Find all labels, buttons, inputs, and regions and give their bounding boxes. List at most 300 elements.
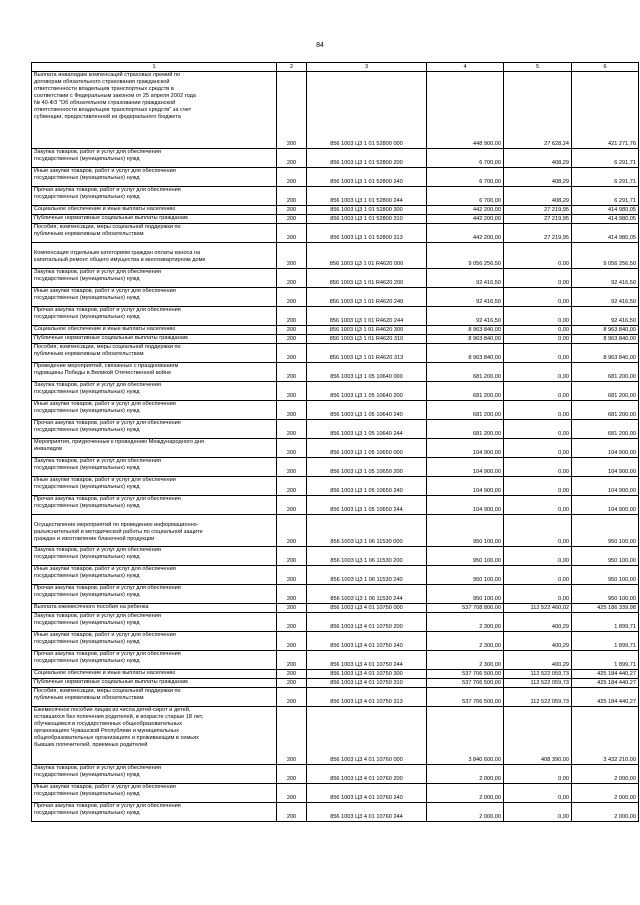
description-line: Закупка товаров, работ и услуг для обеспечения — [34, 547, 161, 553]
budget-code-cell: 856 1003 Ц3 1 01 52800 300 — [307, 206, 427, 215]
column-2-cell: 200 — [277, 420, 307, 439]
table-row — [32, 632, 639, 651]
table-row — [32, 344, 639, 363]
budget-code-cell: 856 1003 Ц3 4 01 10760 000 — [307, 707, 427, 765]
table-row — [32, 215, 639, 224]
budget-code-cell: 856 1003 Ц3 1 06 11530 244 — [307, 585, 427, 604]
plan-amount-cell: 681 200,00 — [427, 382, 504, 401]
row-description — [32, 458, 277, 477]
remainder-amount-cell: 104 900,00 — [572, 439, 639, 458]
plan-amount-cell: 950 100,00 — [427, 547, 504, 566]
row-description — [32, 707, 277, 765]
row-description — [32, 566, 277, 585]
table-row — [32, 613, 639, 632]
remainder-amount-cell: 2 000,00 — [572, 765, 639, 784]
table-body — [32, 72, 639, 822]
remainder-amount-cell: 1 899,71 — [572, 632, 639, 651]
budget-code-cell: 856 1003 Ц3 1 01 R4620 310 — [307, 335, 427, 344]
row-description — [32, 688, 277, 707]
budget-code-cell: 856 1003 Ц3 4 01 10750 310 — [307, 679, 427, 688]
remainder-amount-cell: 950 100,00 — [572, 585, 639, 604]
column-2-cell: 200 — [277, 72, 307, 149]
column-2-cell: 200 — [277, 784, 307, 803]
row-description — [32, 547, 277, 566]
budget-code-cell: 856 1003 Ц3 1 06 11530 200 — [307, 547, 427, 566]
row-description — [32, 72, 277, 149]
description-line: ответственности владельцев транспортных средств" за счет — [34, 107, 192, 113]
header-cell: 3 — [307, 63, 427, 72]
remainder-amount-cell: 414 980,05 — [572, 215, 639, 224]
description-line: Прочая закупка товаров, работ и услуг для обеспечения — [34, 803, 181, 809]
executed-amount-cell: 400,29 — [504, 613, 572, 632]
description-line: Социальное обеспечение и иные выплаты населению — [34, 670, 176, 676]
header-cell: 2 — [277, 63, 307, 72]
table-row — [32, 566, 639, 585]
column-2-cell: 200 — [277, 496, 307, 515]
row-description — [32, 604, 277, 613]
column-2-cell: 200 — [277, 269, 307, 288]
description-line: Социальное обеспечение и иные выплаты населению — [34, 206, 176, 212]
table-row — [32, 547, 639, 566]
description-line: Проведение мероприятий, связанных с празднованием — [34, 363, 179, 369]
description-line: обучающимся в государственных общеобразовательных — [34, 721, 182, 727]
description-line: государственных (муниципальных) нужд — [34, 503, 140, 509]
executed-amount-cell: 0,00 — [504, 335, 572, 344]
row-description — [32, 206, 277, 215]
budget-code-cell: 856 1003 Ц3 1 01 R4620 240 — [307, 288, 427, 307]
executed-amount-cell: 112 522 059,73 — [504, 688, 572, 707]
plan-amount-cell: 2 000,00 — [427, 765, 504, 784]
description-line — [34, 243, 274, 250]
description-line: Пособия, компенсации, меры социальной поддержки по — [34, 344, 181, 350]
description-line: Публичные нормативные социальные выплаты гражданам — [34, 335, 188, 341]
description-line: Прочая закупка товаров, работ и услуг для обеспечения — [34, 307, 181, 313]
table-row — [32, 168, 639, 187]
remainder-amount-cell: 1 899,71 — [572, 651, 639, 670]
column-2-cell: 200 — [277, 206, 307, 215]
description-line: государственных (муниципальных) нужд — [34, 194, 140, 200]
budget-table — [31, 62, 639, 822]
table-row — [32, 651, 639, 670]
row-description — [32, 765, 277, 784]
plan-amount-cell: 2 300,00 — [427, 632, 504, 651]
plan-amount-cell: 537 706 500,00 — [427, 670, 504, 679]
table-row — [32, 382, 639, 401]
description-line: государственных (муниципальных) нужд — [34, 592, 140, 598]
plan-amount-cell: 681 200,00 — [427, 401, 504, 420]
description-line: государственных (муниципальных) нужд — [34, 554, 140, 560]
budget-code-cell: 856 1003 Ц3 1 01 R4620 000 — [307, 243, 427, 269]
budget-code-cell: 856 1003 Ц3 1 05 10650 200 — [307, 458, 427, 477]
column-2-cell: 200 — [277, 224, 307, 243]
description-line: Прочая закупка товаров, работ и услуг для обеспечения — [34, 496, 181, 502]
executed-amount-cell: 0,00 — [504, 401, 572, 420]
plan-amount-cell: 6 700,00 — [427, 168, 504, 187]
budget-code-cell: 856 1003 Ц3 1 01 R4620 244 — [307, 307, 427, 326]
description-line: государственных (муниципальных) нужд — [34, 772, 140, 778]
table-row — [32, 458, 639, 477]
table-row — [32, 307, 639, 326]
plan-amount-cell: 681 200,00 — [427, 363, 504, 382]
description-line: Иные закупки товаров, работ и услуг для обеспечения — [34, 632, 176, 638]
executed-amount-cell: 112 522 059,73 — [504, 670, 572, 679]
description-line: государственных (муниципальных) нужд — [34, 791, 140, 797]
table-row — [32, 326, 639, 335]
budget-code-cell: 856 1003 Ц3 4 01 10750 000 — [307, 604, 427, 613]
row-description — [32, 613, 277, 632]
description-line: Закупка товаров, работ и услуг для обеспечения — [34, 458, 161, 464]
table-row — [32, 585, 639, 604]
remainder-amount-cell: 8 963 840,00 — [572, 335, 639, 344]
budget-code-cell: 856 1003 Ц3 4 01 10760 240 — [307, 784, 427, 803]
plan-amount-cell: 442 200,00 — [427, 215, 504, 224]
description-line: государственных (муниципальных) нужд — [34, 658, 140, 664]
row-description — [32, 670, 277, 679]
row-description — [32, 269, 277, 288]
row-description — [32, 335, 277, 344]
executed-amount-cell: 0,00 — [504, 784, 572, 803]
description-line: государственных (муниципальных) нужд — [34, 810, 140, 816]
plan-amount-cell: 92 416,50 — [427, 269, 504, 288]
remainder-amount-cell: 3 432 210,00 — [572, 707, 639, 765]
executed-amount-cell: 0,00 — [504, 765, 572, 784]
column-2-cell: 200 — [277, 335, 307, 344]
row-description — [32, 477, 277, 496]
budget-code-cell: 856 1003 Ц3 1 01 R4620 200 — [307, 269, 427, 288]
description-line: ответственности владельцев транспортных средств в — [34, 86, 174, 92]
row-description — [32, 679, 277, 688]
row-description — [32, 187, 277, 206]
description-line: субвенции, предоставленной из федерального бюджета — [34, 114, 181, 120]
plan-amount-cell: 8 963 840,00 — [427, 344, 504, 363]
executed-amount-cell: 0,00 — [504, 363, 572, 382]
table-row — [32, 288, 639, 307]
description-line: публичным нормативным обязательствам — [34, 231, 144, 237]
executed-amount-cell: 112 522 059,73 — [504, 679, 572, 688]
column-2-cell: 200 — [277, 670, 307, 679]
table-row — [32, 439, 639, 458]
description-line: договорам обязательного страхования гражданской — [34, 79, 170, 85]
description-line: Иные закупки товаров, работ и услуг для обеспечения — [34, 566, 176, 572]
table-row — [32, 335, 639, 344]
description-line: Публичные нормативные социальные выплаты гражданам — [34, 215, 188, 221]
remainder-amount-cell: 681 200,00 — [572, 401, 639, 420]
column-2-cell: 200 — [277, 547, 307, 566]
row-description — [32, 382, 277, 401]
executed-amount-cell: 0,00 — [504, 344, 572, 363]
description-line: инвалидов — [34, 446, 62, 452]
budget-code-cell: 856 1003 Ц3 4 01 10750 300 — [307, 670, 427, 679]
executed-amount-cell: 0,00 — [504, 243, 572, 269]
description-line: государственных (муниципальных) нужд — [34, 639, 140, 645]
plan-amount-cell: 9 056 256,50 — [427, 243, 504, 269]
plan-amount-cell: 442 200,00 — [427, 206, 504, 215]
row-description — [32, 515, 277, 547]
row-description — [32, 344, 277, 363]
budget-code-cell: 856 1003 Ц3 4 01 10750 200 — [307, 613, 427, 632]
row-description — [32, 439, 277, 458]
executed-amount-cell: 0,00 — [504, 547, 572, 566]
remainder-amount-cell: 414 980,05 — [572, 206, 639, 215]
budget-code-cell: 856 1003 Ц3 1 06 11530 240 — [307, 566, 427, 585]
executed-amount-cell: 27 628,24 — [504, 72, 572, 149]
header-cell: 1 — [32, 63, 277, 72]
description-line: публичным нормативным обязательствам — [34, 351, 144, 357]
description-line: капитальный ремонт общего имущества в многоквартирном доме — [34, 257, 206, 263]
plan-amount-cell: 8 963 840,00 — [427, 335, 504, 344]
column-2-cell: 200 — [277, 803, 307, 822]
budget-code-cell: 856 1003 Ц3 1 01 52800 313 — [307, 224, 427, 243]
budget-code-cell: 856 1003 Ц3 1 05 10650 000 — [307, 439, 427, 458]
plan-amount-cell: 537 706 500,00 — [427, 679, 504, 688]
executed-amount-cell: 0,00 — [504, 420, 572, 439]
description-line: граждан и изготовление бланочной продукции — [34, 536, 155, 542]
row-description — [32, 168, 277, 187]
budget-code-cell: 856 1003 Ц3 1 01 R4620 300 — [307, 326, 427, 335]
description-line: Иные закупки товаров, работ и услуг для обеспечения — [34, 477, 176, 483]
executed-amount-cell: 0,00 — [504, 477, 572, 496]
description-line: Прочая закупка товаров, работ и услуг для обеспечения — [34, 420, 181, 426]
row-description — [32, 243, 277, 269]
column-2-cell: 200 — [277, 243, 307, 269]
description-line: Иные закупки товаров, работ и услуг для обеспечения — [34, 168, 176, 174]
plan-amount-cell: 950 100,00 — [427, 515, 504, 547]
table-row — [32, 269, 639, 288]
description-line: Выплата инвалидам компенсаций страховых премий по — [34, 72, 181, 78]
budget-code-cell: 856 1003 Ц3 1 05 10650 240 — [307, 477, 427, 496]
executed-amount-cell: 0,00 — [504, 803, 572, 822]
executed-amount-cell: 0,00 — [504, 496, 572, 515]
row-description — [32, 363, 277, 382]
executed-amount-cell: 0,00 — [504, 288, 572, 307]
remainder-amount-cell: 421 271,76 — [572, 72, 639, 149]
plan-amount-cell: 537 706 500,00 — [427, 688, 504, 707]
remainder-amount-cell: 8 963 840,00 — [572, 326, 639, 335]
remainder-amount-cell: 681 200,00 — [572, 420, 639, 439]
column-2-cell: 200 — [277, 679, 307, 688]
description-line: Выплата ежемесячного пособия на ребенка — [34, 604, 149, 610]
executed-amount-cell: 0,00 — [504, 307, 572, 326]
column-2-cell: 200 — [277, 401, 307, 420]
plan-amount-cell: 2 000,00 — [427, 803, 504, 822]
description-line: государственных (муниципальных) нужд — [34, 295, 140, 301]
plan-amount-cell: 8 963 840,00 — [427, 326, 504, 335]
table-row — [32, 496, 639, 515]
remainder-amount-cell: 6 291,71 — [572, 187, 639, 206]
remainder-amount-cell: 681 200,00 — [572, 382, 639, 401]
description-line: Закупка товаров, работ и услуг для обеспечения — [34, 382, 161, 388]
plan-amount-cell: 950 100,00 — [427, 585, 504, 604]
budget-code-cell: 856 1003 Ц3 1 01 52800 244 — [307, 187, 427, 206]
table-row — [32, 420, 639, 439]
table-row — [32, 784, 639, 803]
executed-amount-cell: 0,00 — [504, 269, 572, 288]
remainder-amount-cell: 425 184 440,27 — [572, 670, 639, 679]
description-line: Ежемесячное пособие лицам из числа детей-сирот и детей, — [34, 707, 191, 713]
description-line: общеобразовательных организациях и проживающим в семьях — [34, 735, 199, 741]
description-line: государственных (муниципальных) нужд — [34, 573, 140, 579]
remainder-amount-cell: 8 963 840,00 — [572, 344, 639, 363]
column-2-cell: 200 — [277, 344, 307, 363]
executed-amount-cell: 112 522 460,02 — [504, 604, 572, 613]
budget-code-cell: 856 1003 Ц3 1 06 11530 000 — [307, 515, 427, 547]
plan-amount-cell: 6 700,00 — [427, 149, 504, 168]
description-line: Иные закупки товаров, работ и услуг для обеспечения — [34, 288, 176, 294]
budget-code-cell: 856 1003 Ц3 1 05 10640 000 — [307, 363, 427, 382]
budget-code-cell: 856 1003 Ц3 4 01 10750 240 — [307, 632, 427, 651]
executed-amount-cell: 0,00 — [504, 566, 572, 585]
table-row — [32, 679, 639, 688]
column-2-cell: 200 — [277, 382, 307, 401]
plan-amount-cell: 2 300,00 — [427, 651, 504, 670]
description-line: Мероприятия, приуроченные к проведению Международного дня — [34, 439, 204, 445]
description-line: государственных (муниципальных) нужд — [34, 465, 140, 471]
row-description — [32, 401, 277, 420]
row-description — [32, 288, 277, 307]
executed-amount-cell: 400,29 — [504, 651, 572, 670]
budget-code-cell: 856 1003 Ц3 4 01 10750 313 — [307, 688, 427, 707]
column-2-cell: 200 — [277, 149, 307, 168]
row-description — [32, 224, 277, 243]
column-2-cell: 200 — [277, 632, 307, 651]
budget-code-cell: 856 1003 Ц3 1 01 52800 200 — [307, 149, 427, 168]
executed-amount-cell: 0,00 — [504, 515, 572, 547]
executed-amount-cell: 0,00 — [504, 458, 572, 477]
description-line — [34, 515, 274, 522]
executed-amount-cell: 408,29 — [504, 149, 572, 168]
description-line: Публичные нормативные социальные выплаты гражданам — [34, 679, 188, 685]
column-2-cell: 200 — [277, 515, 307, 547]
executed-amount-cell: 408,29 — [504, 187, 572, 206]
description-line: Иные закупки товаров, работ и услуг для обеспечения — [34, 784, 176, 790]
budget-code-cell: 856 1003 Ц3 1 01 52800 310 — [307, 215, 427, 224]
budget-code-cell: 856 1003 Ц3 1 05 10640 240 — [307, 401, 427, 420]
executed-amount-cell: 0,00 — [504, 439, 572, 458]
row-description — [32, 420, 277, 439]
remainder-amount-cell: 92 416,50 — [572, 269, 639, 288]
column-2-cell: 200 — [277, 187, 307, 206]
remainder-amount-cell: 950 100,00 — [572, 515, 639, 547]
executed-amount-cell: 0,00 — [504, 326, 572, 335]
table-row — [32, 363, 639, 382]
remainder-amount-cell: 2 000,00 — [572, 803, 639, 822]
description-line: Закупка товаров, работ и услуг для обеспечения — [34, 765, 161, 771]
executed-amount-cell: 0,00 — [504, 585, 572, 604]
remainder-amount-cell: 950 100,00 — [572, 547, 639, 566]
row-description — [32, 496, 277, 515]
budget-code-cell: 856 1003 Ц3 1 01 R4620 313 — [307, 344, 427, 363]
remainder-amount-cell: 104 900,00 — [572, 477, 639, 496]
plan-amount-cell: 104 900,00 — [427, 477, 504, 496]
budget-code-cell: 856 1003 Ц3 1 01 52800 240 — [307, 168, 427, 187]
description-line: государственных (муниципальных) нужд — [34, 156, 140, 162]
remainder-amount-cell: 104 900,00 — [572, 458, 639, 477]
remainder-amount-cell: 414 980,05 — [572, 224, 639, 243]
plan-amount-cell: 6 700,00 — [427, 187, 504, 206]
table-row — [32, 206, 639, 215]
description-line: Социальное обеспечение и иные выплаты населению — [34, 326, 176, 332]
remainder-amount-cell: 92 416,50 — [572, 288, 639, 307]
description-line: оставшихся без попечения родителей, в возрасте старше 18 лет, — [34, 714, 204, 720]
budget-code-cell: 856 1003 Ц3 1 05 10640 200 — [307, 382, 427, 401]
table-row — [32, 688, 639, 707]
description-line: Закупка товаров, работ и услуг для обеспечения — [34, 269, 161, 275]
column-2-cell: 200 — [277, 458, 307, 477]
description-line: государственных (муниципальных) нужд — [34, 620, 140, 626]
header-cell: 5 — [504, 63, 572, 72]
row-description — [32, 585, 277, 604]
budget-code-cell: 856 1003 Ц3 4 01 10760 200 — [307, 765, 427, 784]
table-row — [32, 707, 639, 765]
remainder-amount-cell: 681 200,00 — [572, 363, 639, 382]
table-row — [32, 765, 639, 784]
table-row — [32, 243, 639, 269]
remainder-amount-cell: 92 416,50 — [572, 307, 639, 326]
column-2-cell: 200 — [277, 307, 307, 326]
description-line: Закупка товаров, работ и услуг для обеспечения — [34, 613, 161, 619]
remainder-amount-cell: 6 291,71 — [572, 168, 639, 187]
executed-amount-cell: 400,29 — [504, 632, 572, 651]
remainder-amount-cell: 950 100,00 — [572, 566, 639, 585]
remainder-amount-cell: 6 291,71 — [572, 149, 639, 168]
remainder-amount-cell: 2 000,00 — [572, 784, 639, 803]
column-2-cell: 200 — [277, 688, 307, 707]
description-line: государственных (муниципальных) нужд — [34, 314, 140, 320]
table-row — [32, 477, 639, 496]
column-2-cell: 200 — [277, 651, 307, 670]
executed-amount-cell: 0,00 — [504, 382, 572, 401]
description-line: Прочая закупка товаров, работ и услуг для обеспечения — [34, 585, 181, 591]
table-row — [32, 72, 639, 149]
description-line: государственных (муниципальных) нужд — [34, 389, 140, 395]
description-line: организациях Чувашской Республики и муниципальных — [34, 728, 179, 734]
description-line: Пособия, компенсации, меры социальной поддержки по — [34, 688, 181, 694]
column-2-cell: 200 — [277, 585, 307, 604]
column-2-cell: 200 — [277, 765, 307, 784]
description-line: публичным нормативным обязательствам — [34, 695, 144, 701]
executed-amount-cell: 408 390,00 — [504, 707, 572, 765]
remainder-amount-cell: 9 056 256,50 — [572, 243, 639, 269]
description-line: Пособия, компенсации, меры социальной поддержки по — [34, 224, 181, 230]
column-2-cell: 200 — [277, 566, 307, 585]
description-line: государственных (муниципальных) нужд — [34, 484, 140, 490]
description-line: Компенсация отдельным категориям граждан оплаты взноса на — [34, 250, 201, 256]
plan-amount-cell: 92 416,50 — [427, 288, 504, 307]
description-line: государственных (муниципальных) нужд — [34, 276, 140, 282]
plan-amount-cell: 92 416,50 — [427, 307, 504, 326]
table-row — [32, 604, 639, 613]
row-description — [32, 326, 277, 335]
table-row — [32, 670, 639, 679]
column-2-cell: 200 — [277, 477, 307, 496]
row-description — [32, 149, 277, 168]
description-line: соответствии с Федеральным законом от 25 апреля 2002 года — [34, 93, 196, 99]
plan-amount-cell: 2 000,00 — [427, 784, 504, 803]
column-2-cell: 200 — [277, 363, 307, 382]
column-2-cell: 200 — [277, 613, 307, 632]
executed-amount-cell: 27 219,95 — [504, 206, 572, 215]
row-description — [32, 215, 277, 224]
description-line: годовщины Победы в Великой Отечественной войне — [34, 370, 172, 376]
description-line: Прочая закупка товаров, работ и услуг для обеспечения — [34, 651, 181, 657]
plan-amount-cell: 950 100,00 — [427, 566, 504, 585]
remainder-amount-cell: 1 899,71 — [572, 613, 639, 632]
column-2-cell: 200 — [277, 707, 307, 765]
description-line: Осуществление мероприятий по проведению информационно- — [34, 522, 199, 528]
row-description — [32, 784, 277, 803]
header-cell: 6 — [572, 63, 639, 72]
plan-amount-cell: 104 900,00 — [427, 439, 504, 458]
